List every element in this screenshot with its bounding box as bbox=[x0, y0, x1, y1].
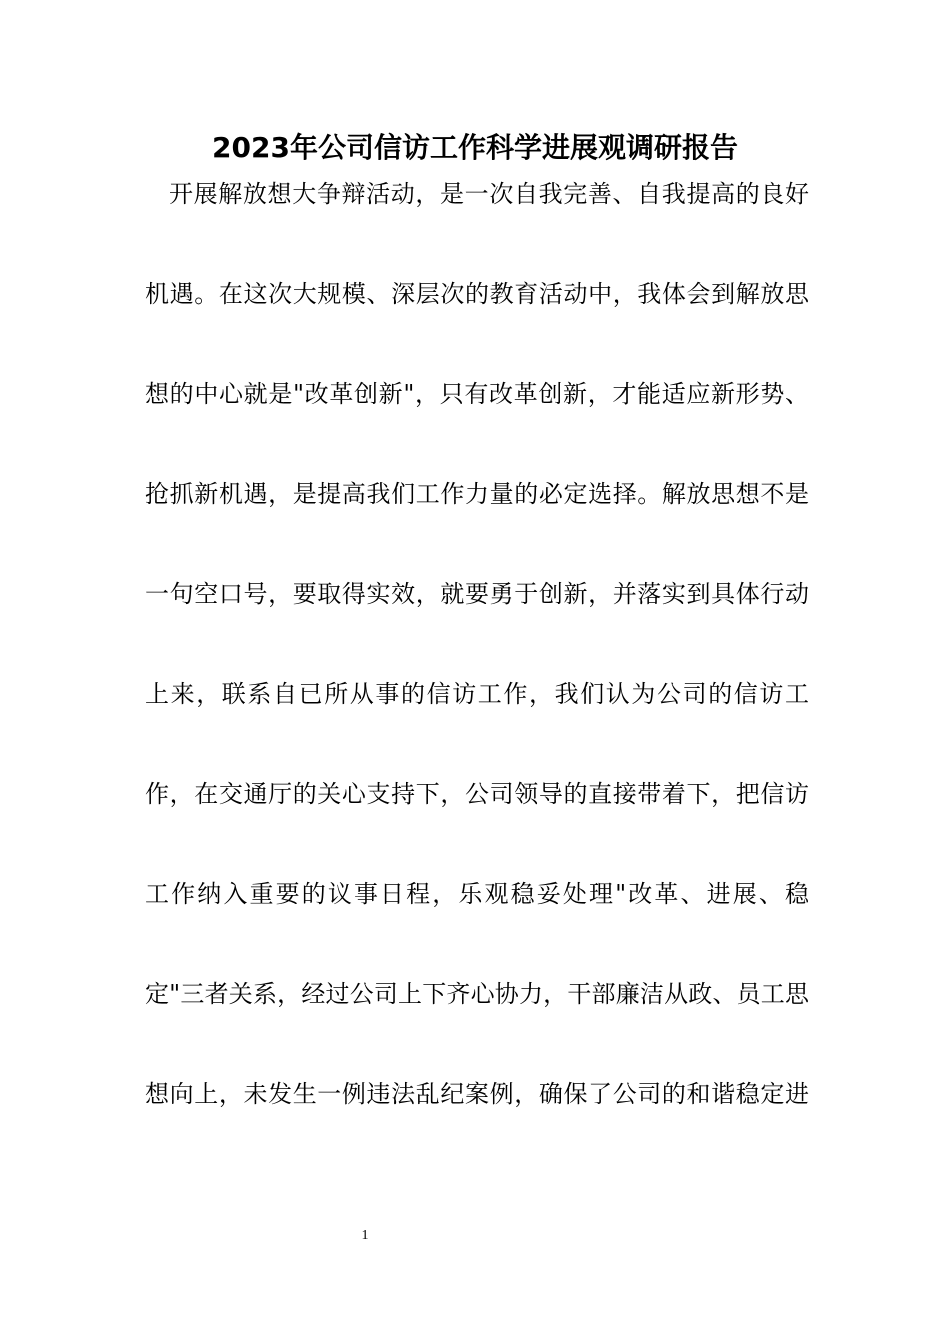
page-number: 1 bbox=[361, 1228, 369, 1243]
paragraph-line-3: 想的中心就是"改革创新"，只有改革创新，才能适应新形势、 bbox=[145, 380, 809, 408]
paragraph-line-7: 作，在交通厅的关心支持下，公司领导的直接带着下，把信访 bbox=[145, 780, 809, 808]
paragraph-line-6: 上来，联系自已所从事的信访工作，我们认为公司的信访工 bbox=[145, 680, 809, 708]
document-body bbox=[145, 170, 809, 1170]
paragraph-line-8: 工作纳入重要的议事日程，乐观稳妥处理"改革、进展、稳 bbox=[145, 880, 809, 908]
paragraph-line-10: 想向上，未发生一例违法乱纪案例，确保了公司的和谐稳定进 bbox=[145, 1080, 809, 1108]
paragraph-line-2: 机遇。在这次大规模、深层次的教育活动中，我体会到解放思 bbox=[145, 280, 809, 308]
document-title: 2023年公司信访工作科学进展观调研报告 bbox=[212, 131, 738, 164]
paragraph-line-4: 抢抓新机遇，是提高我们工作力量的必定选择。解放思想不是 bbox=[145, 480, 809, 508]
paragraph-line-5: 一句空口号，要取得实效，就要勇于创新，并落实到具体行动 bbox=[145, 580, 809, 608]
paragraph-line-1: 开展解放想大争辩活动，是一次自我完善、自我提高的良好 bbox=[169, 180, 809, 208]
paragraph-line-9: 定"三者关系，经过公司上下齐心协力，干部廉洁从政、员工思 bbox=[145, 980, 809, 1008]
